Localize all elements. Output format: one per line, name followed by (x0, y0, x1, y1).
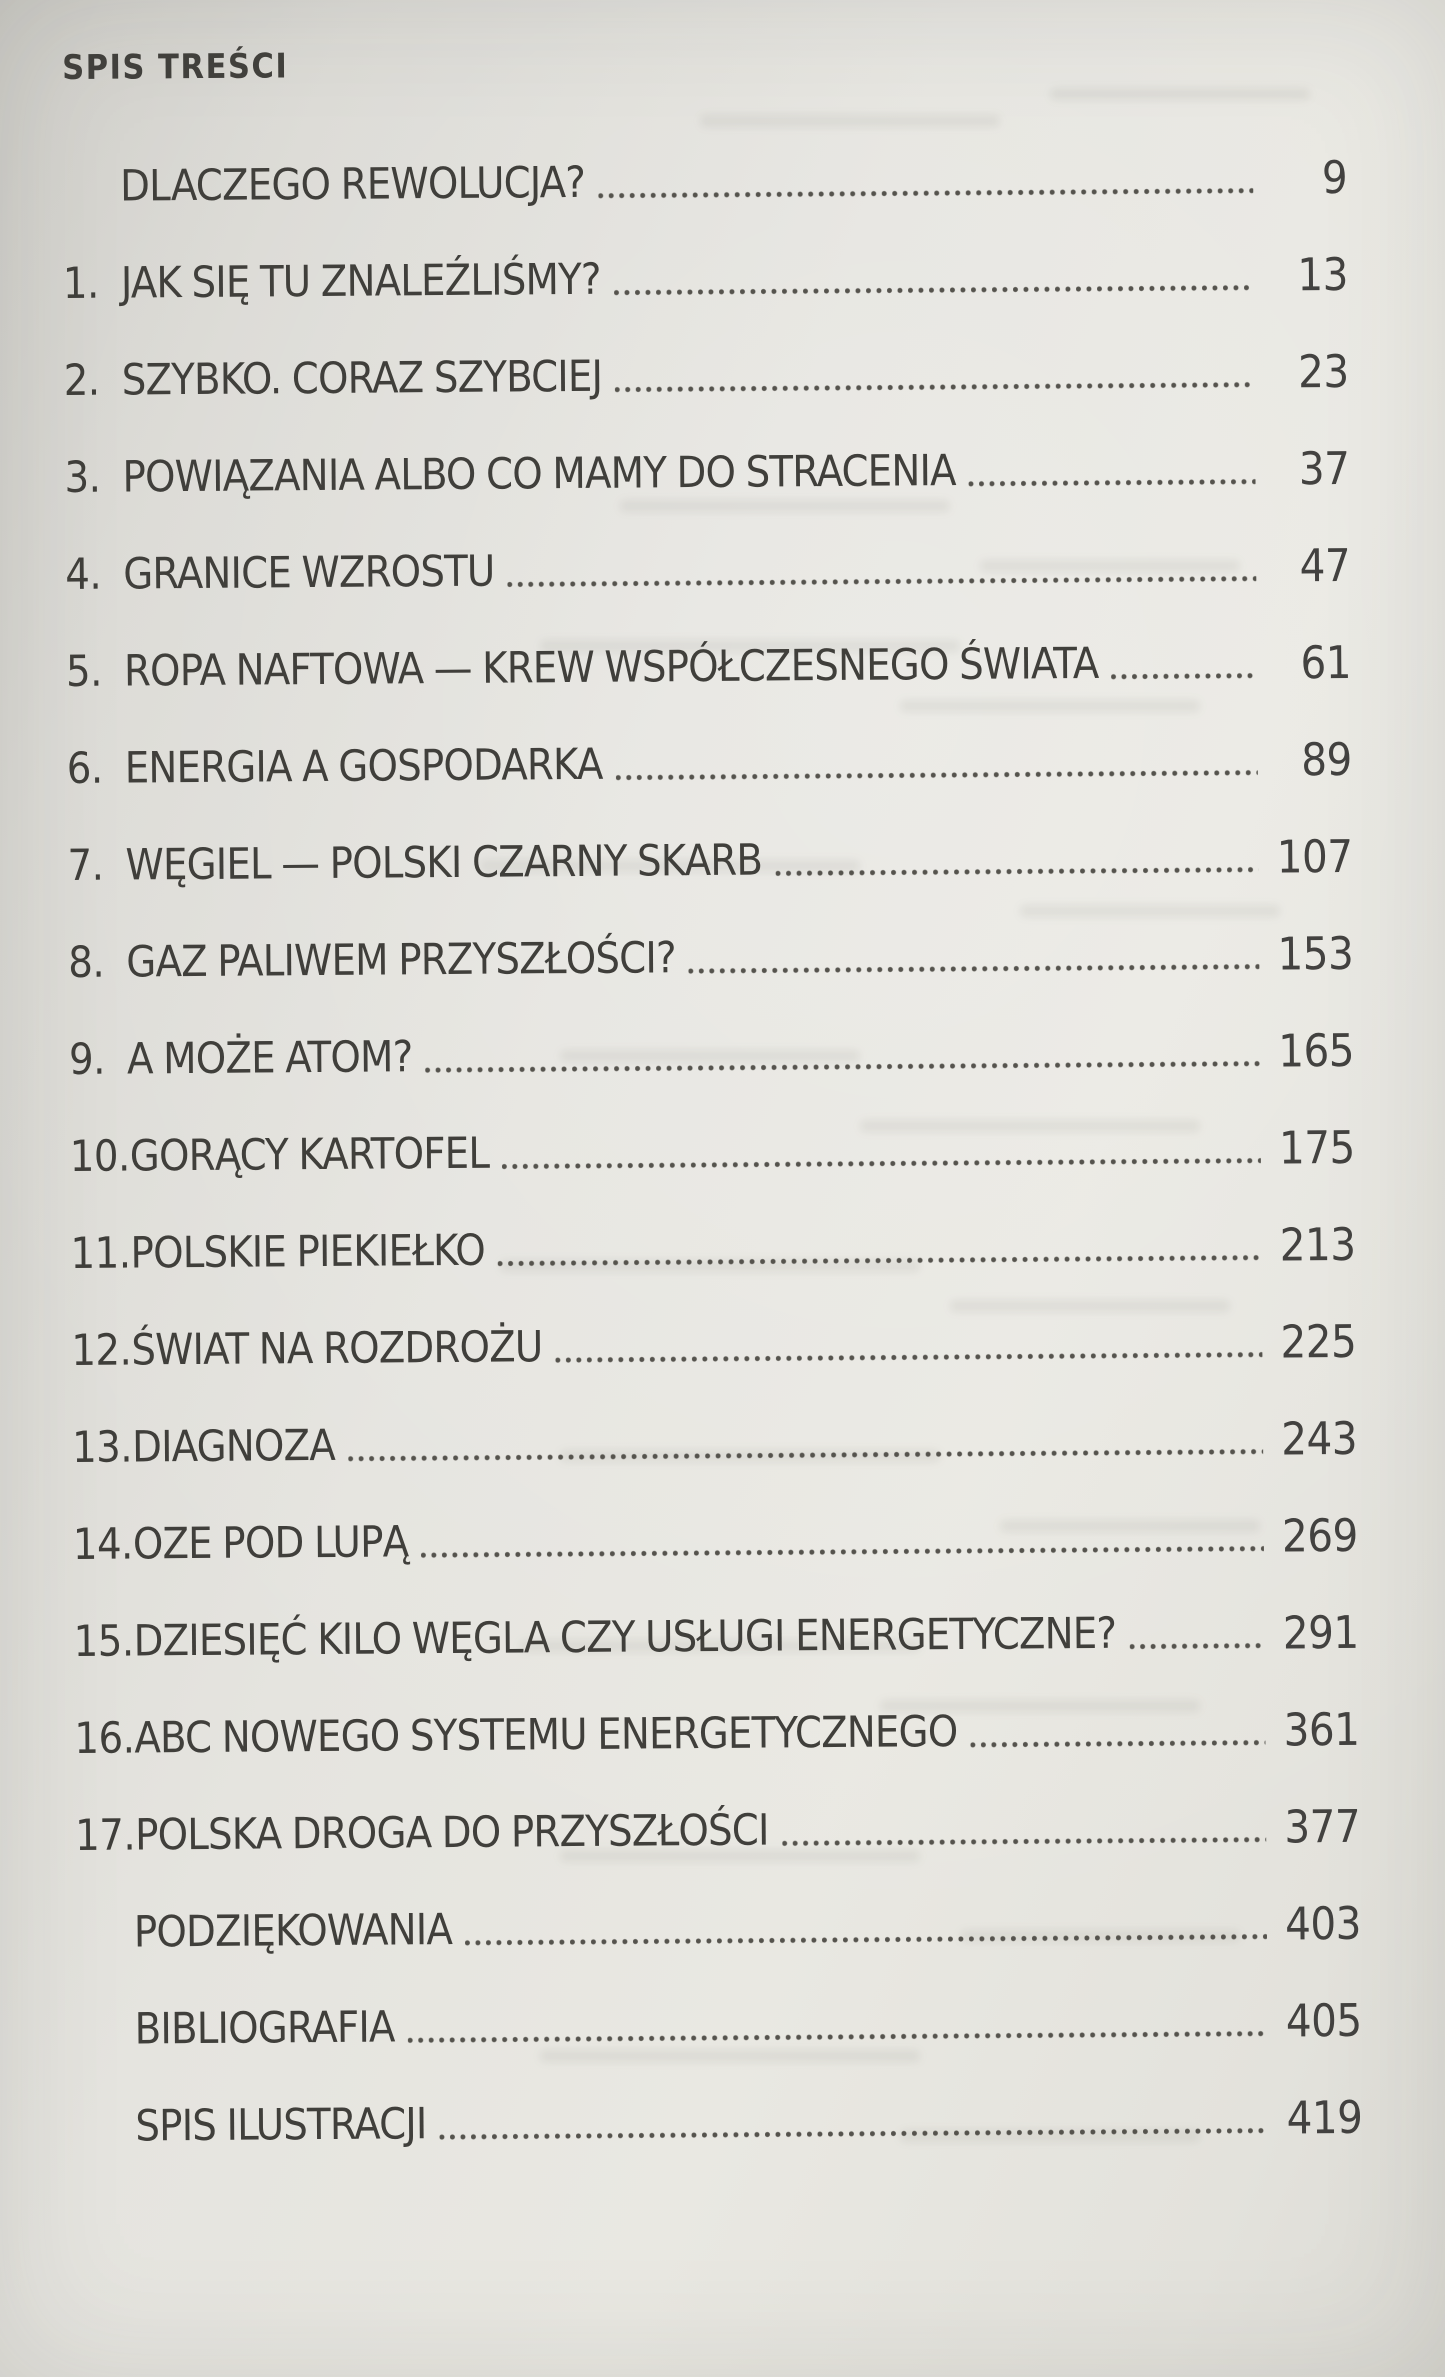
toc-entry-number: 2. (63, 355, 100, 406)
toc-entry-page: 47 (1299, 538, 1351, 593)
toc-entry-page: 213 (1279, 1217, 1356, 1272)
toc-entry-page: 89 (1300, 732, 1352, 787)
toc-entry (76, 1993, 1362, 2055)
toc-entry (65, 635, 1352, 697)
toc-entry (70, 1217, 1356, 1279)
toc-entry-number: 16. (74, 1713, 135, 1764)
toc-entry-number: 3. (64, 452, 101, 503)
dot-leader (970, 1739, 1265, 1749)
toc-entry (68, 1023, 1355, 1085)
toc-entry-page: 361 (1283, 1702, 1360, 1757)
toc-entry-page: 13 (1297, 247, 1349, 302)
dot-leader (555, 1351, 1262, 1365)
bleed-through-artifact (1050, 88, 1310, 100)
toc-entry-title: SPIS ILUSTRACJI (135, 2098, 427, 2152)
toc-entry-title: BIBLIOGRAFIA (134, 2002, 395, 2055)
dot-leader (465, 1933, 1267, 1947)
toc-entry-title: ROPA NAFTOWA — KREW WSPÓŁCZESNEGO ŚWIATA (123, 638, 1099, 697)
toc-entry-title: GAZ PALIWEM PRZYSZŁOŚCI? (126, 932, 676, 988)
toc-entry (62, 150, 1348, 212)
toc-entry (74, 1702, 1360, 1764)
dot-leader (502, 1157, 1261, 1171)
toc-entry-number: 11. (70, 1228, 131, 1279)
toc-entry (65, 538, 1351, 600)
toc-entry-title: SZYBKO. CORAZ SZYBCIEJ (121, 351, 603, 406)
toc-entry-page: 419 (1286, 2090, 1363, 2145)
toc-entry-page: 61 (1300, 635, 1352, 690)
toc-entry (77, 2090, 1363, 2152)
toc-entry-number: 14. (72, 1519, 134, 1570)
toc-entry-page: 243 (1281, 1411, 1358, 1466)
dot-leader (689, 963, 1260, 975)
toc-entry-number: 9. (68, 1034, 106, 1085)
toc-entry-number: 12. (71, 1325, 132, 1376)
toc-entry-title: OZE POD LUPĄ (132, 1517, 409, 1570)
toc-entry-page: 403 (1284, 1896, 1362, 1951)
toc-entry-number: 8. (68, 937, 105, 988)
toc-entry-page: 165 (1278, 1023, 1355, 1078)
dot-leader (425, 1060, 1260, 1075)
toc-entry-title: JAK SIĘ TU ZNALEŹLIŚMY? (120, 254, 601, 309)
toc-entry-page: 9 (1321, 150, 1348, 204)
dot-leader (775, 866, 1258, 878)
page-title: SPIS TREŚCI (61, 46, 289, 88)
toc-entry-page: 37 (1298, 441, 1350, 496)
toc-entry-number: 1. (62, 258, 100, 309)
toc-entry-title: ŚWIAT NA ROZDROŻU (131, 1321, 543, 1376)
toc-entry-page: 269 (1281, 1508, 1359, 1563)
toc-entry-number: 15. (73, 1616, 134, 1667)
toc-entry-title: DIAGNOZA (131, 1420, 336, 1473)
toc-entry (69, 1120, 1355, 1182)
toc-entry-number: 13. (71, 1422, 133, 1473)
toc-entry (64, 441, 1350, 503)
toc-entry-page: 153 (1277, 926, 1354, 981)
dot-leader (782, 1836, 1267, 1848)
toc-entry-number: 6. (66, 743, 103, 794)
toc-entry-number: 5. (65, 646, 103, 697)
toc-entry (62, 247, 1349, 309)
toc-entry (67, 829, 1353, 891)
toc-entry-title: WĘGIEL — POLSKI CZARNY SKARB (125, 835, 763, 891)
toc-entry (76, 1896, 1362, 1958)
toc-entry (66, 732, 1352, 794)
toc-entry-title: A MOŻE ATOM? (126, 1031, 413, 1085)
toc-entry-number: 4. (65, 549, 102, 600)
toc-entry-page: 175 (1278, 1120, 1355, 1175)
toc-entry (73, 1605, 1359, 1667)
dot-leader (1129, 1642, 1265, 1651)
toc-entry (74, 1799, 1361, 1861)
dot-leader (598, 187, 1253, 200)
toc-entry-title: GRANICE WZROSTU (123, 546, 495, 600)
toc-entry-title: POLSKIE PIEKIEŁKO (130, 1225, 486, 1279)
toc-entry (71, 1314, 1357, 1376)
bleed-through-artifact (700, 115, 1000, 127)
toc-entry-title: ABC NOWEGO SYSTEMU ENERGETYCZNEGO (134, 1706, 958, 1764)
toc-entry (72, 1508, 1359, 1570)
toc-entry-title: DLACZEGO REWOLUCJA? (119, 157, 586, 212)
toc-entry-page: 377 (1284, 1799, 1361, 1854)
table-of-contents (62, 150, 1363, 2200)
toc-entry-page: 405 (1285, 1993, 1362, 2048)
toc-entry-page: 23 (1297, 344, 1349, 399)
toc-entry-title: POLSKA DROGA DO PRZYSZŁOŚCI (134, 1805, 769, 1861)
toc-entry-title: DZIESIĘĆ KILO WĘGLA CZY USŁUGI ENERGETYCZNE? (133, 1608, 1117, 1667)
dot-leader (440, 2127, 1269, 2142)
dot-leader (498, 1254, 1262, 1268)
toc-entry-title: ENERGIA A GOSPODARKA (124, 739, 603, 794)
dot-leader (615, 381, 1255, 394)
dot-leader (421, 1545, 1264, 1560)
toc-entry-page: 291 (1282, 1605, 1359, 1660)
dot-leader (348, 1448, 1263, 1463)
dot-leader (508, 575, 1257, 589)
dot-leader (616, 769, 1258, 782)
toc-entry-number: 17. (74, 1810, 136, 1861)
toc-entry-page: 107 (1276, 829, 1353, 884)
toc-entry (71, 1411, 1358, 1473)
toc-entry (68, 926, 1354, 988)
toc-entry-number: 10. (69, 1131, 130, 1182)
toc-entry-title: POWIĄZANIA ALBO CO MAMY DO STRACENIA (122, 445, 956, 503)
toc-entry-page: 225 (1280, 1314, 1357, 1369)
toc-entry-number: 7. (67, 840, 104, 891)
dot-leader (1111, 672, 1257, 681)
toc-entry-title: GORĄCY KARTOFEL (129, 1128, 490, 1182)
dot-leader (969, 478, 1256, 488)
toc-entry (63, 344, 1349, 406)
dot-leader (614, 284, 1254, 297)
toc-entry-title: PODZIĘKOWANIA (133, 1904, 453, 1958)
dot-leader (408, 2030, 1268, 2045)
